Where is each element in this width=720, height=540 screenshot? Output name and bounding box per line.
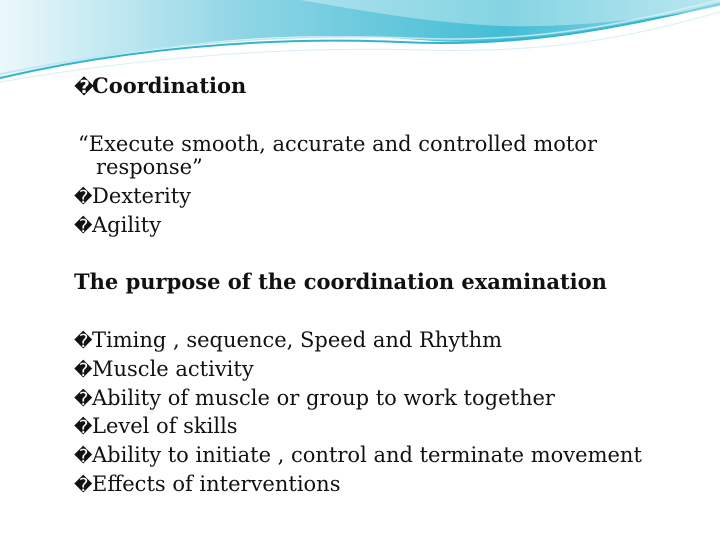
heading-coordination: Coordination (92, 73, 247, 98)
bullet-icon: � (74, 446, 93, 467)
definition-line-2: response” (96, 155, 203, 179)
bullet-icon: � (74, 216, 93, 237)
purpose-item (74, 412, 238, 442)
item-agility: Agility (92, 213, 162, 237)
purpose-item (74, 470, 340, 500)
item-dexterity: Dexterity (92, 184, 192, 208)
bullet-icon: � (74, 77, 95, 98)
definition-line-1: “Execute smooth, accurate and controlled motor (78, 132, 597, 156)
purpose-item (74, 355, 254, 385)
purpose-heading: The purpose of the coordination examination (74, 269, 607, 294)
bullet-icon: � (74, 360, 93, 381)
purpose-item-text: Level of skills (92, 414, 238, 438)
purpose-item (74, 384, 555, 414)
purpose-item-text: Ability to initiate , control and terminate movement (92, 443, 642, 467)
purpose-item-text: Ability of muscle or group to work together (92, 386, 555, 410)
bullet-icon: � (74, 187, 93, 208)
bullet-icon: � (74, 475, 93, 496)
purpose-item-text: Effects of interventions (92, 472, 341, 496)
bullet-icon: � (74, 389, 93, 410)
purpose-item-text: Timing , sequence, Speed and Rhythm (92, 328, 503, 352)
purpose-item-text: Muscle activity (92, 357, 254, 381)
bullet-icon: � (74, 417, 93, 438)
purpose-item (74, 326, 502, 356)
bullet-icon: � (74, 331, 93, 352)
bullet-dexterity (74, 182, 191, 212)
bullet-agility (74, 211, 161, 241)
bullet-coordination (74, 72, 246, 102)
purpose-item (74, 441, 642, 471)
